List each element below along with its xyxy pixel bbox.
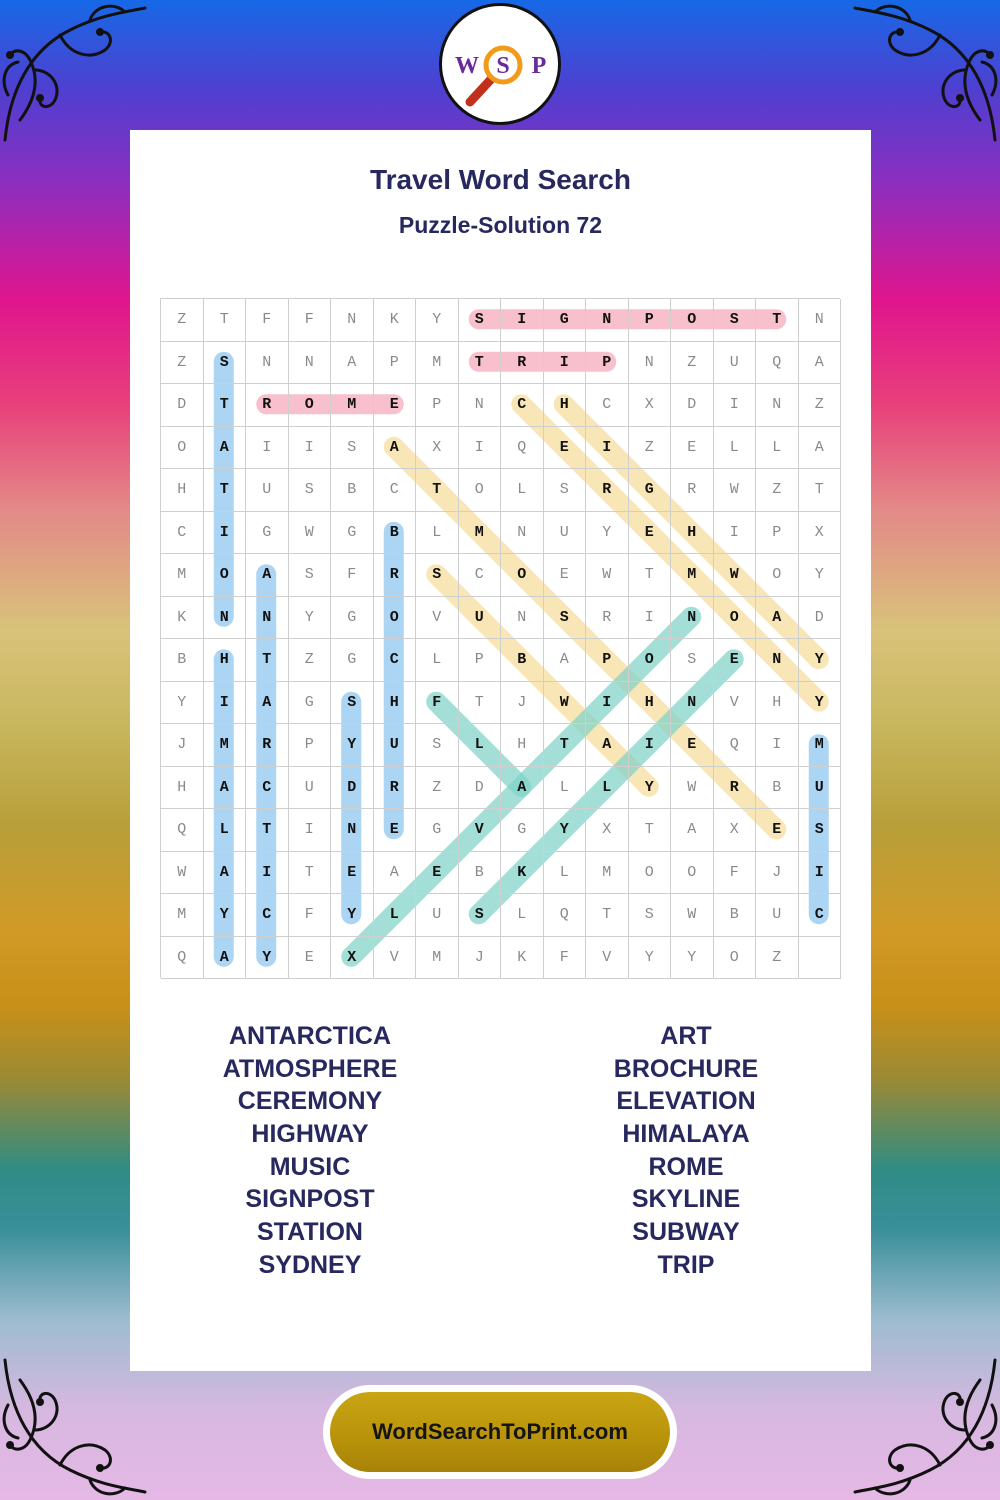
grid-cell: W: [671, 767, 714, 810]
grid-cell: U: [799, 767, 842, 810]
grid-cell: U: [756, 894, 799, 937]
logo-letter-p: P: [531, 53, 547, 79]
grid-cell: N: [671, 597, 714, 640]
grid-cell: N: [246, 342, 289, 385]
grid-cell: J: [756, 852, 799, 895]
word-list-item: ANTARCTICA: [228, 1022, 391, 1050]
site-banner[interactable]: [323, 1385, 677, 1479]
grid-cell: J: [501, 682, 544, 725]
grid-cell: C: [161, 512, 204, 555]
grid-cell: S: [204, 342, 247, 385]
grid-cell: M: [586, 852, 629, 895]
grid-cell: V: [586, 937, 629, 980]
grid-cell: L: [204, 809, 247, 852]
grid-cell: N: [331, 299, 374, 342]
grid-cell: I: [246, 427, 289, 470]
grid-cell: Y: [246, 937, 289, 980]
grid-cell: A: [204, 937, 247, 980]
grid-cell: G: [501, 809, 544, 852]
grid-cell: B: [331, 469, 374, 512]
grid-cell: Q: [161, 937, 204, 980]
grid-cell: N: [331, 809, 374, 852]
grid-cell: H: [374, 682, 417, 725]
word-list-item: TRIP: [657, 1250, 715, 1279]
grid-cell: M: [416, 342, 459, 385]
grid-cell: Y: [331, 724, 374, 767]
grid-cell: A: [331, 342, 374, 385]
grid-cell: C: [501, 384, 544, 427]
grid-cell: D: [671, 384, 714, 427]
grid-cell: R: [586, 469, 629, 512]
grid-cell: U: [289, 767, 332, 810]
grid-cell: E: [756, 809, 799, 852]
grid-cell: E: [374, 384, 417, 427]
grid-cell: N: [289, 342, 332, 385]
grid-cell: Y: [331, 894, 374, 937]
grid-cell: F: [246, 299, 289, 342]
grid-cell: Y: [204, 894, 247, 937]
word-list-item: MUSIC: [269, 1152, 351, 1181]
grid-cell: F: [544, 937, 587, 980]
grid-cell: I: [289, 427, 332, 470]
grid-cell: C: [246, 767, 289, 810]
grid-cell: R: [501, 342, 544, 385]
grid-cell: Y: [161, 682, 204, 725]
grid-cell: L: [374, 894, 417, 937]
grid-cell: H: [629, 682, 672, 725]
grid-cell: O: [714, 937, 757, 980]
grid-cell: A: [204, 427, 247, 470]
grid-cell: P: [374, 342, 417, 385]
grid-cell: I: [629, 597, 672, 640]
grid-cell: E: [331, 852, 374, 895]
grid-cell: E: [416, 852, 459, 895]
grid-cell: Z: [629, 427, 672, 470]
grid-cell: T: [459, 682, 502, 725]
grid-cell: S: [416, 554, 459, 597]
grid-cell: L: [416, 639, 459, 682]
grid-cell: N: [204, 597, 247, 640]
grid-cell: A: [374, 427, 417, 470]
grid-cell: A: [756, 597, 799, 640]
grid-cell: C: [586, 384, 629, 427]
corner-flourish-top-left: [0, 0, 150, 150]
grid-cell: G: [246, 512, 289, 555]
grid-cell: M: [671, 554, 714, 597]
grid-cell: N: [629, 342, 672, 385]
grid-cell: R: [714, 767, 757, 810]
grid-cell: B: [459, 852, 502, 895]
grid-cell: N: [671, 682, 714, 725]
grid-cell: T: [289, 852, 332, 895]
grid-cell: N: [246, 597, 289, 640]
word-list-item: STATION: [256, 1218, 363, 1247]
grid-cell: H: [204, 639, 247, 682]
word-list-item: SYDNEY: [258, 1250, 362, 1279]
grid-cell: L: [756, 427, 799, 470]
grid-cell: T: [416, 469, 459, 512]
grid-cell: Z: [161, 342, 204, 385]
grid-cell: O: [671, 299, 714, 342]
grid-cell: F: [331, 554, 374, 597]
grid-cell: U: [374, 724, 417, 767]
word-list-item: SUBWAY: [632, 1218, 740, 1247]
grid-cell: O: [671, 852, 714, 895]
grid-cell: E: [544, 427, 587, 470]
grid-cell: Q: [714, 724, 757, 767]
grid-cell: U: [714, 342, 757, 385]
grid-cell: P: [586, 639, 629, 682]
grid-cell: M: [799, 724, 842, 767]
grid-cell: Z: [756, 469, 799, 512]
word-list-item: ROME: [648, 1152, 724, 1181]
grid-cell: I: [204, 512, 247, 555]
grid-cell: I: [629, 724, 672, 767]
word-list-item: ATMOSPHERE: [222, 1054, 398, 1083]
grid-cell: E: [289, 937, 332, 980]
grid-cell: I: [586, 427, 629, 470]
grid-cell: F: [416, 682, 459, 725]
grid-cell: N: [756, 384, 799, 427]
grid-cell: C: [374, 469, 417, 512]
grid-cell: G: [331, 512, 374, 555]
grid-cell: H: [756, 682, 799, 725]
grid-cell: S: [544, 597, 587, 640]
grid-cell: G: [629, 469, 672, 512]
grid-cell: G: [416, 809, 459, 852]
grid-cell: Y: [544, 809, 587, 852]
grid-cell: Y: [629, 767, 672, 810]
grid-cell: Y: [799, 639, 842, 682]
grid-cell: B: [501, 639, 544, 682]
grid-cell: R: [374, 554, 417, 597]
grid-cell: A: [544, 639, 587, 682]
grid-cell: I: [246, 852, 289, 895]
grid-cell: A: [204, 767, 247, 810]
grid-cell: T: [756, 299, 799, 342]
grid-cell: B: [714, 894, 757, 937]
grid-cell: H: [501, 724, 544, 767]
grid-cell: [799, 937, 842, 980]
grid-cell: T: [629, 809, 672, 852]
word-list-item: BROCHURE: [613, 1054, 759, 1083]
grid-cell: M: [204, 724, 247, 767]
grid-cell: Y: [671, 937, 714, 980]
grid-cell: N: [501, 597, 544, 640]
grid-cell: T: [629, 554, 672, 597]
page-subtitle: Puzzle-Solution 72: [398, 212, 603, 238]
grid-cell: J: [161, 724, 204, 767]
grid-cell: O: [501, 554, 544, 597]
grid-cell: S: [416, 724, 459, 767]
grid-cell: I: [714, 512, 757, 555]
grid-cell: F: [289, 894, 332, 937]
grid-cell: S: [799, 809, 842, 852]
grid-cell: T: [799, 469, 842, 512]
word-list-item: ELEVATION: [616, 1087, 756, 1116]
grid-cell: E: [671, 724, 714, 767]
grid-cell: O: [459, 469, 502, 512]
grid-cell: O: [204, 554, 247, 597]
grid-cell: K: [161, 597, 204, 640]
grid-cell: Q: [544, 894, 587, 937]
corner-flourish-bottom-left: [0, 1350, 150, 1500]
grid-cell: S: [671, 639, 714, 682]
grid-cell: X: [714, 809, 757, 852]
grid-cell: H: [161, 767, 204, 810]
grid-cell: T: [586, 894, 629, 937]
grid-cell: S: [459, 299, 502, 342]
grid-cell: G: [289, 682, 332, 725]
grid-cell: V: [714, 682, 757, 725]
grid-cell: W: [289, 512, 332, 555]
grid-cell: C: [799, 894, 842, 937]
grid-cell: H: [161, 469, 204, 512]
grid-cell: I: [289, 809, 332, 852]
grid-cell: S: [289, 469, 332, 512]
grid-cell: F: [714, 852, 757, 895]
grid-cell: Y: [416, 299, 459, 342]
grid-cell: W: [671, 894, 714, 937]
grid-cell: W: [714, 554, 757, 597]
grid-cell: B: [374, 512, 417, 555]
logo-letter-w: W: [455, 53, 479, 79]
grid-cell: P: [756, 512, 799, 555]
grid-cell: N: [501, 512, 544, 555]
grid-cell: T: [459, 342, 502, 385]
grid-cell: O: [756, 554, 799, 597]
word-list-item: SKYLINE: [631, 1185, 741, 1214]
grid-cell: S: [459, 894, 502, 937]
grid-cell: N: [756, 639, 799, 682]
grid-cell: K: [501, 852, 544, 895]
logo-letter-s: S: [496, 53, 510, 79]
grid-cell: N: [586, 299, 629, 342]
grid-cell: L: [459, 724, 502, 767]
grid-cell: R: [671, 469, 714, 512]
grid-cell: N: [799, 299, 842, 342]
grid-cell: V: [416, 597, 459, 640]
grid-cell: Q: [501, 427, 544, 470]
grid-cell: W: [544, 682, 587, 725]
grid-cell: E: [714, 639, 757, 682]
grid-cell: G: [331, 597, 374, 640]
grid-cell: X: [586, 809, 629, 852]
grid-cell: O: [714, 597, 757, 640]
word-list-item: HIGHWAY: [251, 1120, 369, 1149]
grid-cell: S: [714, 299, 757, 342]
grid-cell: A: [246, 554, 289, 597]
grid-cell: P: [586, 342, 629, 385]
grid-cell: U: [246, 469, 289, 512]
grid-cell: L: [501, 469, 544, 512]
grid-cell: A: [374, 852, 417, 895]
grid-cell: T: [246, 809, 289, 852]
grid-cell: E: [374, 809, 417, 852]
grid-cell: Z: [416, 767, 459, 810]
word-list-right: [506, 1020, 866, 1282]
grid-cell: O: [374, 597, 417, 640]
grid-cell: P: [629, 299, 672, 342]
page-title: Travel Word Search: [370, 164, 631, 195]
grid-cell: Z: [756, 937, 799, 980]
grid-cell: I: [544, 342, 587, 385]
grid-cell: M: [331, 384, 374, 427]
grid-cell: L: [501, 894, 544, 937]
puzzle-sheet: [130, 130, 871, 1371]
grid-cell: W: [161, 852, 204, 895]
grid-cell: E: [544, 554, 587, 597]
grid-cell: T: [204, 299, 247, 342]
grid-cell: L: [714, 427, 757, 470]
grid-cell: I: [586, 682, 629, 725]
grid-cell: S: [331, 427, 374, 470]
grid-cell: Q: [161, 809, 204, 852]
grid-cell: K: [501, 937, 544, 980]
grid-cell: Z: [799, 384, 842, 427]
grid-cell: D: [799, 597, 842, 640]
grid-cell: X: [629, 384, 672, 427]
grid-cell: Y: [586, 512, 629, 555]
grid-cell: S: [544, 469, 587, 512]
grid-cell: H: [544, 384, 587, 427]
grid-cell: Y: [629, 937, 672, 980]
grid-cell: S: [331, 682, 374, 725]
corner-flourish-bottom-right: [850, 1350, 1000, 1500]
grid-cell: T: [544, 724, 587, 767]
grid-cell: M: [459, 512, 502, 555]
grid-cell: P: [416, 384, 459, 427]
grid-cell: W: [714, 469, 757, 512]
grid-cell: O: [161, 427, 204, 470]
wsp-logo: [439, 3, 561, 125]
grid-cell: F: [289, 299, 332, 342]
grid-cell: R: [374, 767, 417, 810]
corner-flourish-top-right: [850, 0, 1000, 150]
grid-cell: M: [161, 554, 204, 597]
grid-cell: A: [204, 852, 247, 895]
grid-cell: Z: [289, 639, 332, 682]
grid-cell: Y: [289, 597, 332, 640]
grid-cell: J: [459, 937, 502, 980]
grid-cell: W: [586, 554, 629, 597]
grid-cell: H: [671, 512, 714, 555]
grid-cell: D: [459, 767, 502, 810]
grid-cell: U: [544, 512, 587, 555]
grid-cell: I: [501, 299, 544, 342]
grid-cell: R: [246, 724, 289, 767]
grid-cell: D: [161, 384, 204, 427]
grid-cell: E: [629, 512, 672, 555]
grid-cell: A: [246, 682, 289, 725]
grid-cell: I: [756, 724, 799, 767]
grid-cell: I: [714, 384, 757, 427]
grid-cell: E: [671, 427, 714, 470]
grid-cell: T: [204, 384, 247, 427]
grid-cell: V: [374, 937, 417, 980]
grid-cell: Y: [799, 554, 842, 597]
grid-cell: X: [799, 512, 842, 555]
grid-cell: O: [629, 639, 672, 682]
grid-cell: U: [459, 597, 502, 640]
grid-cell: O: [629, 852, 672, 895]
grid-cell: P: [289, 724, 332, 767]
grid-cell: A: [671, 809, 714, 852]
grid-cell: A: [501, 767, 544, 810]
grid-cell: L: [586, 767, 629, 810]
grid-cell: L: [544, 852, 587, 895]
grid-cell: L: [544, 767, 587, 810]
grid-cell: X: [331, 937, 374, 980]
grid-cell: M: [161, 894, 204, 937]
word-search-grid: [160, 298, 840, 978]
site-banner-label: WordSearchToPrint.com: [330, 1392, 670, 1472]
grid-cell: G: [331, 639, 374, 682]
grid-cell: Z: [161, 299, 204, 342]
grid-cell: G: [544, 299, 587, 342]
word-list-left: [130, 1020, 490, 1282]
grid-cell: Z: [671, 342, 714, 385]
word-list-item: ART: [660, 1022, 712, 1050]
grid-cell: M: [416, 937, 459, 980]
grid-cell: B: [161, 639, 204, 682]
grid-cell: X: [416, 427, 459, 470]
grid-cell: T: [246, 639, 289, 682]
grid-cell: S: [289, 554, 332, 597]
grid-cell: A: [799, 342, 842, 385]
grid-cell: I: [204, 682, 247, 725]
grid-cell: O: [289, 384, 332, 427]
grid-cell: T: [204, 469, 247, 512]
grid-cell: L: [416, 512, 459, 555]
word-list-item: SIGNPOST: [245, 1185, 375, 1214]
grid-cell: R: [586, 597, 629, 640]
grid-cell: I: [799, 852, 842, 895]
grid-cell: Y: [799, 682, 842, 725]
grid-cell: C: [246, 894, 289, 937]
grid-cell: B: [756, 767, 799, 810]
grid-cell: P: [459, 639, 502, 682]
grid-cell: C: [374, 639, 417, 682]
grid-cell: R: [246, 384, 289, 427]
grid-cell: K: [374, 299, 417, 342]
grid-cell: N: [459, 384, 502, 427]
word-list-item: CEREMONY: [237, 1087, 383, 1116]
grid-cell: U: [416, 894, 459, 937]
grid-cell: Q: [756, 342, 799, 385]
word-list-item: HIMALAYA: [622, 1120, 750, 1149]
grid-cell: A: [586, 724, 629, 767]
grid-cell: C: [459, 554, 502, 597]
grid-cell: S: [629, 894, 672, 937]
grid-cell: V: [459, 809, 502, 852]
grid-cell: D: [331, 767, 374, 810]
grid-cell: I: [459, 427, 502, 470]
grid-cell: A: [799, 427, 842, 470]
